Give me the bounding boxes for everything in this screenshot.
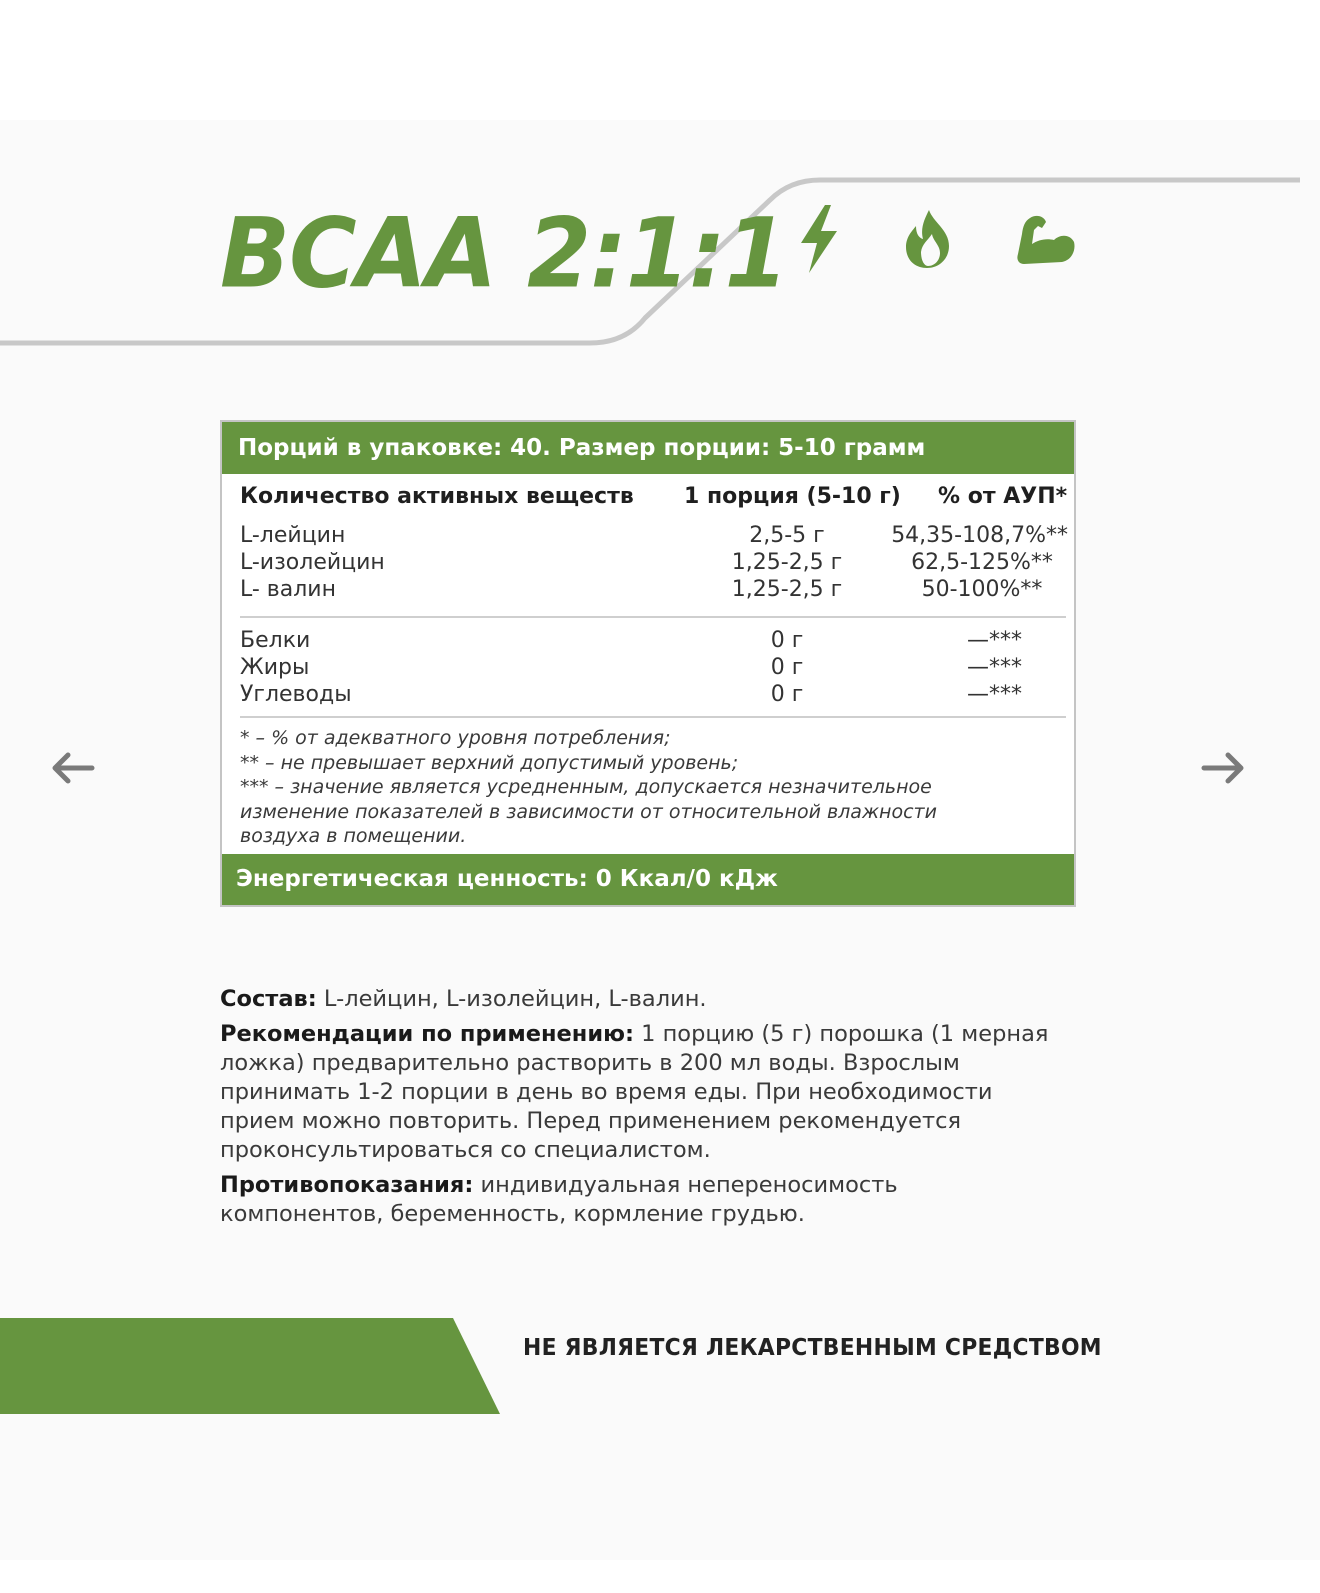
row-name: Жиры bbox=[240, 655, 310, 680]
row-percent: —*** bbox=[967, 628, 1022, 653]
row-amount: 1,25-2,5 г bbox=[731, 577, 843, 602]
footnote: воздуха в помещении. bbox=[240, 825, 467, 847]
composition-text: L-лейцин, L-изолейцин, L-валин. bbox=[316, 986, 707, 1012]
row-name: Углеводы bbox=[240, 682, 352, 707]
column-header-substance: Количество активных веществ bbox=[240, 484, 634, 509]
contraindications bbox=[220, 1171, 1120, 1229]
row-percent: —*** bbox=[967, 682, 1022, 707]
product-description bbox=[220, 985, 1120, 1235]
table-footnotes bbox=[240, 726, 1060, 849]
arrow-left-icon[interactable] bbox=[50, 745, 96, 791]
contra-line: компонентов, беременность, кормление грудью. bbox=[220, 1201, 805, 1227]
row-percent: 50-100%** bbox=[921, 577, 1043, 602]
row-percent: 54,35-108,7%** bbox=[891, 523, 1068, 548]
table-header: Порций в упаковке: 40. Размер порции: 5-10 грамм bbox=[222, 422, 1074, 474]
arrow-right-icon[interactable] bbox=[1200, 745, 1246, 791]
disclaimer-text: НЕ ЯВЛЯЕТСЯ ЛЕКАРСТВЕННЫМ СРЕДСТВОМ bbox=[523, 1335, 1102, 1361]
table-divider bbox=[240, 716, 1066, 718]
table-row bbox=[222, 577, 1074, 604]
row-name: Белки bbox=[240, 628, 311, 653]
footnote: ** – не превышает верхний допустимый уровень; bbox=[240, 751, 739, 774]
column-header-portion: 1 порция (5-10 г) bbox=[684, 484, 901, 509]
bottom-green-band bbox=[0, 1318, 520, 1414]
row-amount: 1,25-2,5 г bbox=[731, 550, 843, 575]
usage-line: проконсультироваться со специалистом. bbox=[220, 1137, 711, 1163]
flame-icon bbox=[903, 210, 953, 268]
contra-line: индивидуальная непереносимость bbox=[473, 1172, 898, 1198]
footnote: * – % от адекватного уровня потребления; bbox=[240, 727, 671, 749]
row-name: L- валин bbox=[240, 577, 336, 602]
table-row bbox=[222, 550, 1074, 577]
column-header-percent: % от АУП* bbox=[938, 484, 1068, 509]
row-amount: 0 г bbox=[770, 655, 804, 680]
usage-line: принимать 1-2 порции в день во время еды. При необходимости bbox=[220, 1079, 993, 1105]
table-row bbox=[222, 655, 1074, 682]
table-row bbox=[222, 523, 1074, 550]
composition-label: Состав: bbox=[220, 986, 317, 1012]
row-amount: 2,5-5 г bbox=[749, 523, 825, 548]
footnote: *** – значение является усредненным, допускается незначительное bbox=[240, 776, 932, 798]
nutrition-table bbox=[220, 420, 1076, 907]
contra-label: Противопоказания: bbox=[220, 1172, 474, 1198]
table-divider bbox=[240, 616, 1066, 618]
usage-label: Рекомендации по применению: bbox=[220, 1021, 634, 1047]
table-row bbox=[222, 628, 1074, 655]
usage-line: ложка) предварительно растворить в 200 мл воды. Взрослым bbox=[220, 1050, 960, 1076]
row-amount: 0 г bbox=[770, 628, 804, 653]
flexed-arm-icon bbox=[1016, 214, 1076, 266]
usage-recommendations bbox=[220, 1020, 1120, 1165]
row-percent: —*** bbox=[967, 655, 1022, 680]
row-name: L-изолейцин bbox=[240, 550, 385, 575]
energy-value: Энергетическая ценность: 0 Ккал/0 кДж bbox=[222, 854, 1074, 905]
table-row bbox=[222, 682, 1074, 709]
lightning-icon bbox=[795, 205, 841, 273]
header-decor-line bbox=[0, 0, 1320, 380]
product-title: BCAA 2:1:1 bbox=[220, 197, 788, 310]
row-percent: 62,5-125%** bbox=[911, 550, 1053, 575]
usage-line: прием можно повторить. Перед применением рекомендуется bbox=[220, 1108, 962, 1134]
composition bbox=[220, 985, 1120, 1014]
table-columns bbox=[222, 484, 1074, 516]
footnote: изменение показателей в зависимости от относительной влажности bbox=[240, 800, 937, 823]
usage-line: 1 порцию (5 г) порошка (1 мерная bbox=[633, 1021, 1049, 1047]
row-name: L-лейцин bbox=[240, 523, 346, 548]
row-amount: 0 г bbox=[770, 682, 804, 707]
